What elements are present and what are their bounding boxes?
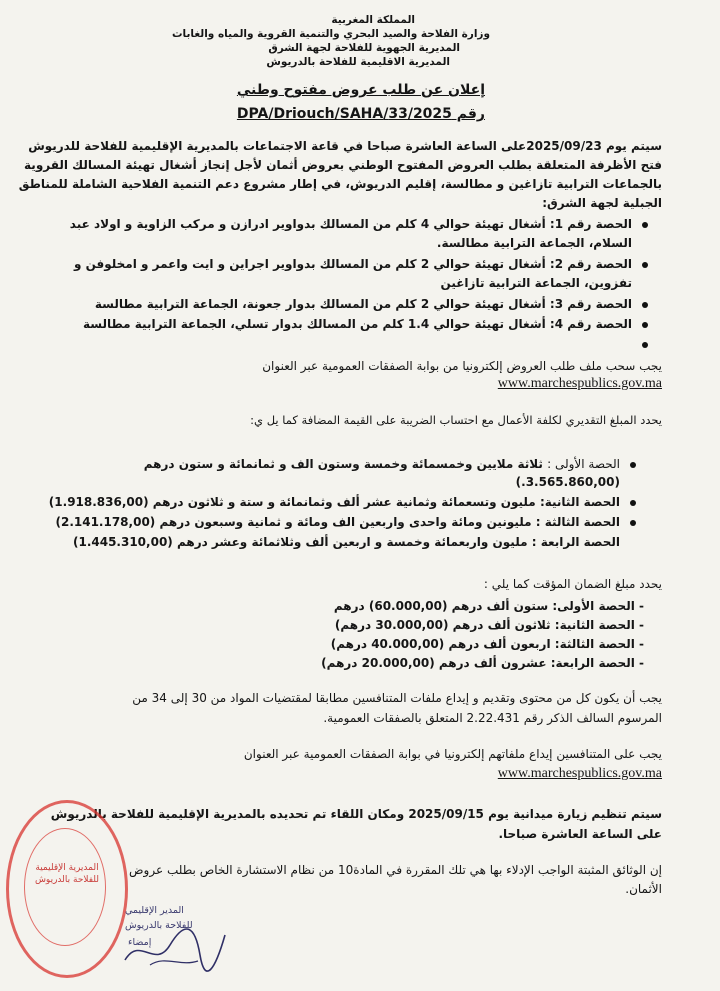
- official-stamp-inner-ring: [24, 828, 106, 946]
- estimate-lot-1-label: الحصة الأولى :: [547, 457, 620, 471]
- submit-url[interactable]: www.marchespublics.gov.ma: [497, 766, 662, 781]
- signature-label: إمضاء: [128, 937, 152, 948]
- guarantee-intro: يحدد مبلغ الضمان المؤقت كما يلي :: [483, 577, 662, 591]
- estimate-intro: يحدد المبلغ التقديري لكلفة الأعمال مع احتساب الضريبة على القيمة المضافة كما يل ي:: [250, 413, 662, 427]
- estimate-lot-3-label: الحصة الثالثة :: [535, 515, 620, 529]
- submit-line: يجب على المتنافسين إيداع ملفاتهم إلكترونيا في بوابة الصفقات العمومية عبر العنوان: [243, 747, 662, 761]
- bullet-icon: [642, 302, 648, 308]
- bullet-icon: [642, 342, 648, 348]
- announcement-title: إعلان عن طلب عروض مفتوح وطني: [236, 82, 485, 98]
- stamp-text: المديرية الإقليمية للفلاحة بالدريوش: [34, 863, 100, 885]
- download-line: يجب سحب ملف طلب العروض إلكترونيا من بوابة الصفقات العمومية عبر العنوان: [262, 359, 662, 373]
- guarantee-lot-1-label: الحصة الأولى:: [552, 599, 635, 613]
- guarantee-lot-4-label: الحصة الرابعة:: [550, 656, 635, 670]
- header-provincial: المديرية الاقليمية للفلاحة بالدريوش: [266, 56, 450, 68]
- bullet-icon: [630, 500, 636, 506]
- content-line-1: يجب أن يكون كل من محتوى وتقديم و إيداع ملفات المتنافسين مطابقا لمقتضيات المواد من 30 إلى 34 من: [132, 691, 662, 705]
- lot-1-line-2: السلام، الجماعة الترابية مطالسة.: [436, 236, 632, 250]
- bullet-icon: [630, 520, 636, 526]
- content-line-2: المرسوم السالف الذكر رقم 2.22.431 المتعلق بالصفقات العمومية.: [323, 711, 662, 725]
- estimate-lot-4: [73, 534, 620, 550]
- guarantee-lot-2-label: الحصة الثانية:: [554, 618, 635, 632]
- estimate-lot-3: [55, 514, 620, 530]
- estimate-lot-1-text: ثلاثة ملايين وخمسمائة وخمسة وستون الف و ثمانمائة و ستون درهم: [143, 457, 543, 471]
- header-regional: المديرية الجهوية للفلاحة لجهة الشرق: [268, 42, 460, 54]
- guarantee-lot-3: - الحصة الثالثة: اربعون ألف درهم (40.000,00 درهم): [330, 637, 644, 651]
- intro-line-4: الجبلية لجهة الشرق:: [542, 196, 662, 210]
- estimate-lot-2-label: الحصة الثانية:: [539, 495, 620, 509]
- guarantee-lot-2-value: ثلاثون ألف درهم (30.000,00 درهم): [334, 618, 551, 632]
- intro-line-3: بالجماعات الترابية تازاغين و مطالسة، إقليم الدريوش، في إطار مشروع دعم التنمية الفلاحية الشاملة للمناطق: [18, 177, 662, 191]
- guarantee-lot-1-value: ستون ألف درهم (60.000,00) درهم: [333, 599, 549, 613]
- lot-4: الحصة رقم 4: أشغال تهيئة حوالي 1.4 كلم من المسالك بدوار تسلي، الجماعة الترابية مطالسة: [82, 317, 632, 331]
- documents-line-1: إن الوثائق المثبتة الواجب الإدلاء بها هي تلك المقررة في المادة10 من نظام الاستشارة الخاص بطلب عروض: [129, 863, 662, 877]
- guarantee-lot-2: - الحصة الثانية: ثلاثون ألف درهم (30.000,00 درهم): [334, 618, 644, 632]
- download-url[interactable]: www.marchespublics.gov.ma: [497, 376, 662, 391]
- header-ministry: وزارة الفلاحة والصيد البحري والتنمية القروية والمياه والغابات: [171, 28, 490, 40]
- visit-line-1: سيتم تنظيم زيارة ميدانية يوم 2025/09/15 ومكان اللقاء تم تحديده بالمديرية الإقليمية للفلاحة بالدريوش: [50, 807, 662, 821]
- estimate-lot-1: [144, 456, 620, 472]
- guarantee-lot-4-value: عشرون ألف درهم (20.000,00 درهم): [321, 656, 547, 670]
- lot-1-line-1: الحصة رقم 1: أشغال تهيئة حوالي 4 كلم من المسالك بدواوير ادرازن و مركب الزاوية و اولاد عبد: [69, 217, 632, 231]
- visit-line-2: على الساعة العاشرة صباحا.: [498, 827, 662, 841]
- lot-2-line-2: تفزوين، الجماعة الترابية تازاغين: [440, 276, 632, 290]
- guarantee-lot-4: - الحصة الرابعة: عشرون ألف درهم (20.000,00 درهم): [321, 656, 644, 670]
- estimate-lot-4-text: مليون واربعمائة وخمسة و اربعين ألف وثلاثمائة وعشر درهم (1.445.310,00): [72, 535, 528, 549]
- estimate-lot-2: [49, 494, 620, 510]
- lot-2-line-1: الحصة رقم 2: أشغال تهيئة حوالي 2 كلم من المسالك بدواوير اجراين و ايت واعمر و امخلوفن و: [73, 257, 632, 271]
- estimate-lot-4-label: الحصة الرابعة :: [531, 535, 620, 549]
- lot-3: الحصة رقم 3: أشغال تهيئة حوالي 2 كلم من المسالك بدوار جعونة، الجماعة الترابية مطالسة: [94, 297, 632, 311]
- estimate-lot-2-text: مليون وتسعمائة وثمانية عشر ألف وثمانمائة و ستة و ثلاثون درهم (1.918.836,00): [48, 495, 536, 509]
- intro-line-1: سيتم يوم 2025/09/23على الساعة العاشرة صباحا في قاعة الاجتماعات بالمديرية الإقليمية للفلاحة للدريوش: [28, 139, 662, 153]
- guarantee-lot-1: - الحصة الأولى: ستون ألف درهم (60.000,00) درهم: [333, 599, 644, 613]
- bullet-icon: [642, 322, 648, 328]
- guarantee-lot-3-value: اربعون ألف درهم (40.000,00 درهم): [330, 637, 551, 651]
- signature-title: المدير الإقليمي: [125, 905, 184, 916]
- bullet-icon: [642, 222, 648, 228]
- guarantee-lot-3-label: الحصة الثالثة:: [554, 637, 635, 651]
- bullet-icon: [642, 262, 648, 268]
- intro-line-2: فتح الأظرفة المتعلقة بطلب العروض المفتوح الوطني بعروض أثمان لأجل إنجاز أشغال تهيئة المسالك القروية: [24, 158, 662, 172]
- handwritten-signature: [120, 915, 230, 975]
- signature-subtitle: للفلاحة بالدريوش: [125, 920, 193, 931]
- estimate-lot-3-text: مليونين ومائة واحدى واربعين الف ومائة و ثمانية وسبعون درهم (2.141.178,00): [55, 515, 532, 529]
- estimate-lot-1-amount: (3.565.860,00.): [515, 475, 620, 489]
- bullet-icon: [630, 462, 636, 468]
- announcement-reference: رقم 33/2025/DPA/Driouch/SAHA: [236, 106, 485, 122]
- documents-line-2: الأثمان.: [625, 882, 662, 896]
- header-kingdom: المملكة المغربية: [331, 14, 415, 26]
